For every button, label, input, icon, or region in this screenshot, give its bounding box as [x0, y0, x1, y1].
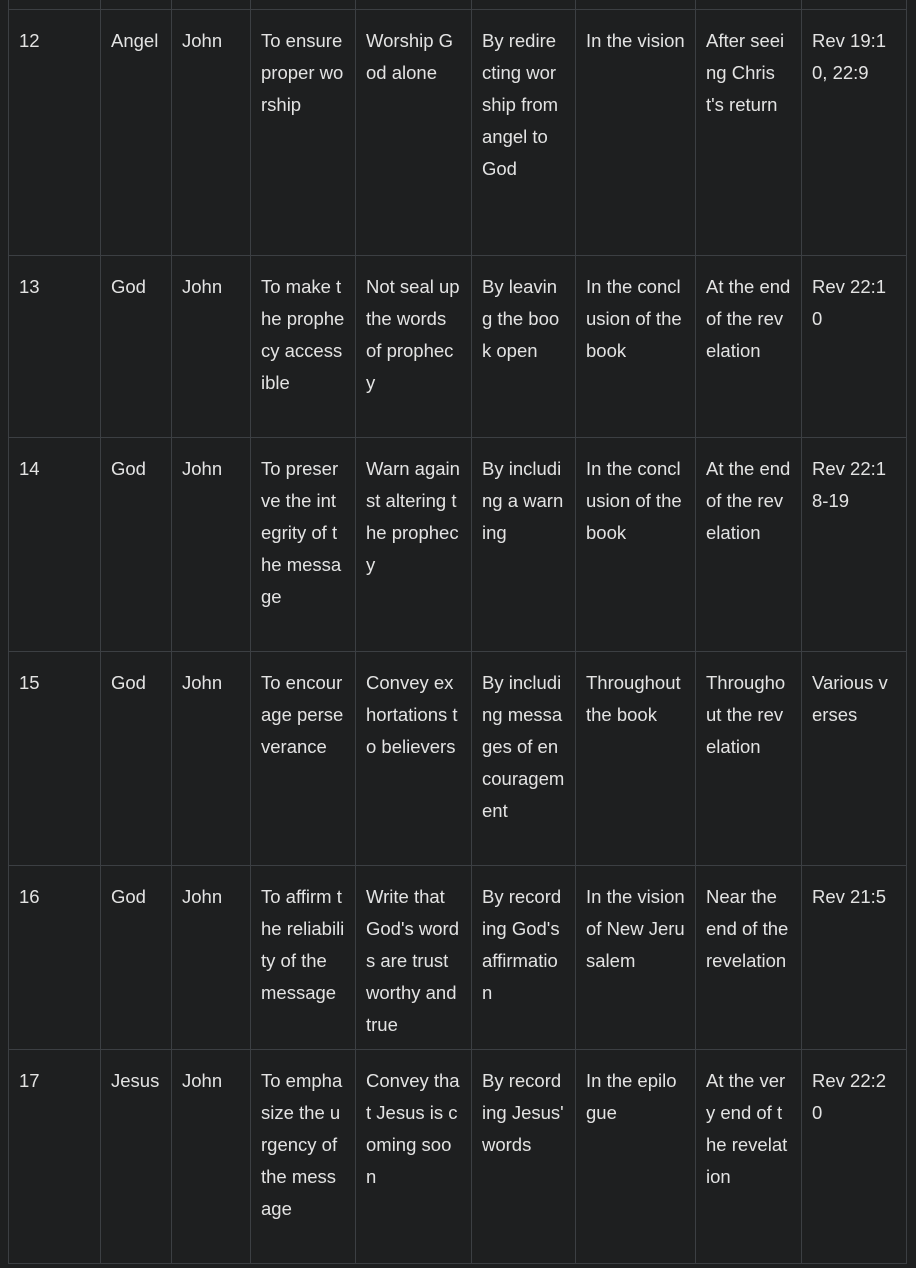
- cell-speaker: Jesus: [101, 1050, 172, 1264]
- cell-timing: At the end of the revelation: [696, 256, 802, 438]
- cell-recipient: John: [172, 652, 251, 866]
- cell-reference: Rev 22:20: [802, 1050, 907, 1264]
- cell-purpose: To make the prophecy accessible: [251, 256, 356, 438]
- cell-purpose: To preserve the integrity of the message: [251, 438, 356, 652]
- cell-location: In the vision of New Jerusalem: [576, 866, 696, 1050]
- cell-method: By redirecting worship from angel to God: [472, 10, 576, 256]
- table-row: [9, 256, 907, 438]
- cell-instruction: Convey that Jesus is coming soon: [356, 1050, 472, 1264]
- cell-speaker: God: [101, 652, 172, 866]
- cell-timing: At the end of the revelation: [696, 438, 802, 652]
- cell-recipient: John: [172, 1050, 251, 1264]
- cell-number: 14: [9, 438, 101, 652]
- cell-reference: Rev 21:5: [802, 866, 907, 1050]
- cell-recipient: John: [172, 256, 251, 438]
- cell-method: By including messages of encouragement: [472, 652, 576, 866]
- cell-number: 13: [9, 256, 101, 438]
- cell-number: 17: [9, 1050, 101, 1264]
- table-row: [9, 866, 907, 1050]
- cell-recipient: John: [172, 10, 251, 256]
- revelation-table: [8, 0, 907, 1264]
- table-row-previous-partial: [9, 0, 907, 10]
- cell-speaker: God: [101, 256, 172, 438]
- cell-purpose: To affirm the reliability of the message: [251, 866, 356, 1050]
- cell-number: 16: [9, 866, 101, 1050]
- cell-timing: At the very end of the revelation: [696, 1050, 802, 1264]
- cell-reference: Rev 22:18-19: [802, 438, 907, 652]
- cell-timing: After seeing Christ's return: [696, 10, 802, 256]
- cell-purpose: To emphasize the urgency of the message: [251, 1050, 356, 1264]
- cell-recipient: John: [172, 438, 251, 652]
- cell-instruction: Warn against altering the prophecy: [356, 438, 472, 652]
- cell-location: In the vision: [576, 10, 696, 256]
- cell-number: 12: [9, 10, 101, 256]
- cell-reference: Various verses: [802, 652, 907, 866]
- cell-reference: Rev 22:10: [802, 256, 907, 438]
- table-row: [9, 438, 907, 652]
- cell-method: By recording Jesus' words: [472, 1050, 576, 1264]
- cell-timing: Near the end of the revelation: [696, 866, 802, 1050]
- cell-purpose: To ensure proper worship: [251, 10, 356, 256]
- cell-instruction: Write that God's words are trustworthy and true: [356, 866, 472, 1050]
- cell-location: In the conclusion of the book: [576, 438, 696, 652]
- cell-instruction: Worship God alone: [356, 10, 472, 256]
- table-row: [9, 652, 907, 866]
- cell-method: By including a warning: [472, 438, 576, 652]
- cell-location: In the conclusion of the book: [576, 256, 696, 438]
- cell-purpose: To encourage perseverance: [251, 652, 356, 866]
- cell-location: Throughout the book: [576, 652, 696, 866]
- cell-recipient: John: [172, 866, 251, 1050]
- table-row: [9, 10, 907, 256]
- cell-method: By leaving the book open: [472, 256, 576, 438]
- cell-speaker: God: [101, 438, 172, 652]
- cell-speaker: Angel: [101, 10, 172, 256]
- cell-reference: Rev 19:10, 22:9: [802, 10, 907, 256]
- cell-speaker: God: [101, 866, 172, 1050]
- cell-timing: Throughout the revelation: [696, 652, 802, 866]
- cell-instruction: Convey exhortations to believers: [356, 652, 472, 866]
- table-row: [9, 1050, 907, 1264]
- cell-location: In the epilogue: [576, 1050, 696, 1264]
- cell-instruction: Not seal up the words of prophecy: [356, 256, 472, 438]
- cell-number: 15: [9, 652, 101, 866]
- cell-method: By recording God's affirmation: [472, 866, 576, 1050]
- table-container: [8, 0, 906, 1264]
